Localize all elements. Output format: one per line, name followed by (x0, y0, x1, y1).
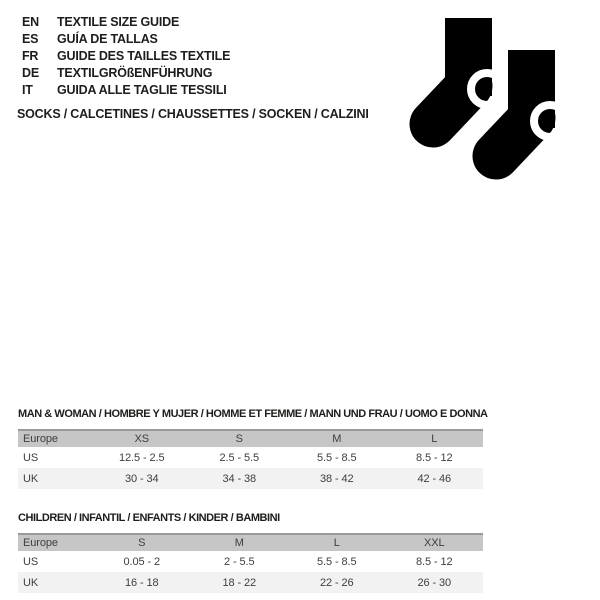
column-header-region: Europe (23, 433, 58, 445)
size-value: 18 - 22 (222, 576, 257, 589)
language-row-es (22, 31, 230, 48)
table-title-adult: MAN & WOMAN / HOMBRE Y MUJER / HOMME ET FEMME / MANN UND FRAU / UOMO E DONNA (18, 408, 488, 420)
size-value: 34 - 38 (222, 472, 257, 485)
sock-left-icon (433, 18, 503, 124)
language-label: GUIDE DES TAILLES TEXTILE (57, 49, 231, 63)
row-label: UK (23, 472, 39, 485)
column-header-region: Europe (23, 537, 58, 549)
size-value: 2.5 - 5.5 (219, 451, 259, 464)
size-value: 5.5 - 8.5 (317, 451, 357, 464)
table-header-row (18, 429, 483, 447)
table-title-children: CHILDREN / INFANTIL / ENFANTS / KINDER / BAMBINI (18, 512, 280, 524)
column-header-size: XXL (424, 537, 445, 549)
row-label: US (23, 555, 39, 568)
size-value: 22 - 26 (319, 576, 354, 589)
size-table-children (18, 533, 483, 593)
size-table-children-section (18, 510, 483, 593)
size-value: 38 - 42 (319, 472, 354, 485)
socks-icon (400, 10, 580, 210)
size-value: 26 - 30 (417, 576, 452, 589)
column-header-size: M (332, 433, 342, 445)
sock-right-icon (496, 50, 566, 156)
category-line: SOCKS / CALCETINES / CHAUSSETTES / SOCKEN / CALZINI (17, 107, 369, 121)
column-header-size: S (138, 537, 146, 549)
size-value: 0.05 - 2 (123, 555, 160, 568)
size-table-adult-section (18, 406, 488, 489)
size-value: 8.5 - 12 (415, 555, 453, 568)
column-header-size: L (431, 433, 438, 445)
language-label: GUIDA ALLE TAGLIE TESSILI (57, 83, 227, 97)
language-code: ES (22, 32, 39, 46)
size-value: 5.5 - 8.5 (317, 555, 357, 568)
language-label: TEXTILGRÖßENFÜHRUNG (57, 66, 213, 80)
size-value: 30 - 34 (124, 472, 159, 485)
language-code: EN (22, 15, 39, 29)
size-value: 8.5 - 12 (415, 451, 453, 464)
language-code: FR (22, 49, 39, 63)
column-header-size: L (333, 537, 340, 549)
size-value: 16 - 18 (124, 576, 159, 589)
table-row-uk (18, 468, 483, 489)
language-code: IT (22, 83, 33, 97)
language-code: DE (22, 66, 39, 80)
size-value: 2 - 5.5 (224, 555, 255, 568)
size-value: 42 - 46 (417, 472, 452, 485)
size-table-adult (18, 429, 483, 489)
language-label: GUÍA DE TALLAS (57, 32, 158, 46)
language-list (22, 14, 230, 99)
size-value: 12.5 - 2.5 (119, 451, 165, 464)
column-header-size: M (234, 537, 244, 549)
table-header-row (18, 533, 483, 551)
table-row-us (18, 551, 483, 572)
row-label: UK (23, 576, 39, 589)
language-label: TEXTILE SIZE GUIDE (57, 15, 180, 29)
language-row-de (22, 65, 230, 82)
column-header-size: XS (134, 433, 149, 445)
language-row-fr (22, 48, 230, 65)
column-header-size: S (235, 433, 243, 445)
row-label: US (23, 451, 39, 464)
language-row-en (22, 14, 230, 31)
table-row-uk (18, 572, 483, 593)
table-row-us (18, 447, 483, 468)
language-row-it (22, 82, 230, 99)
